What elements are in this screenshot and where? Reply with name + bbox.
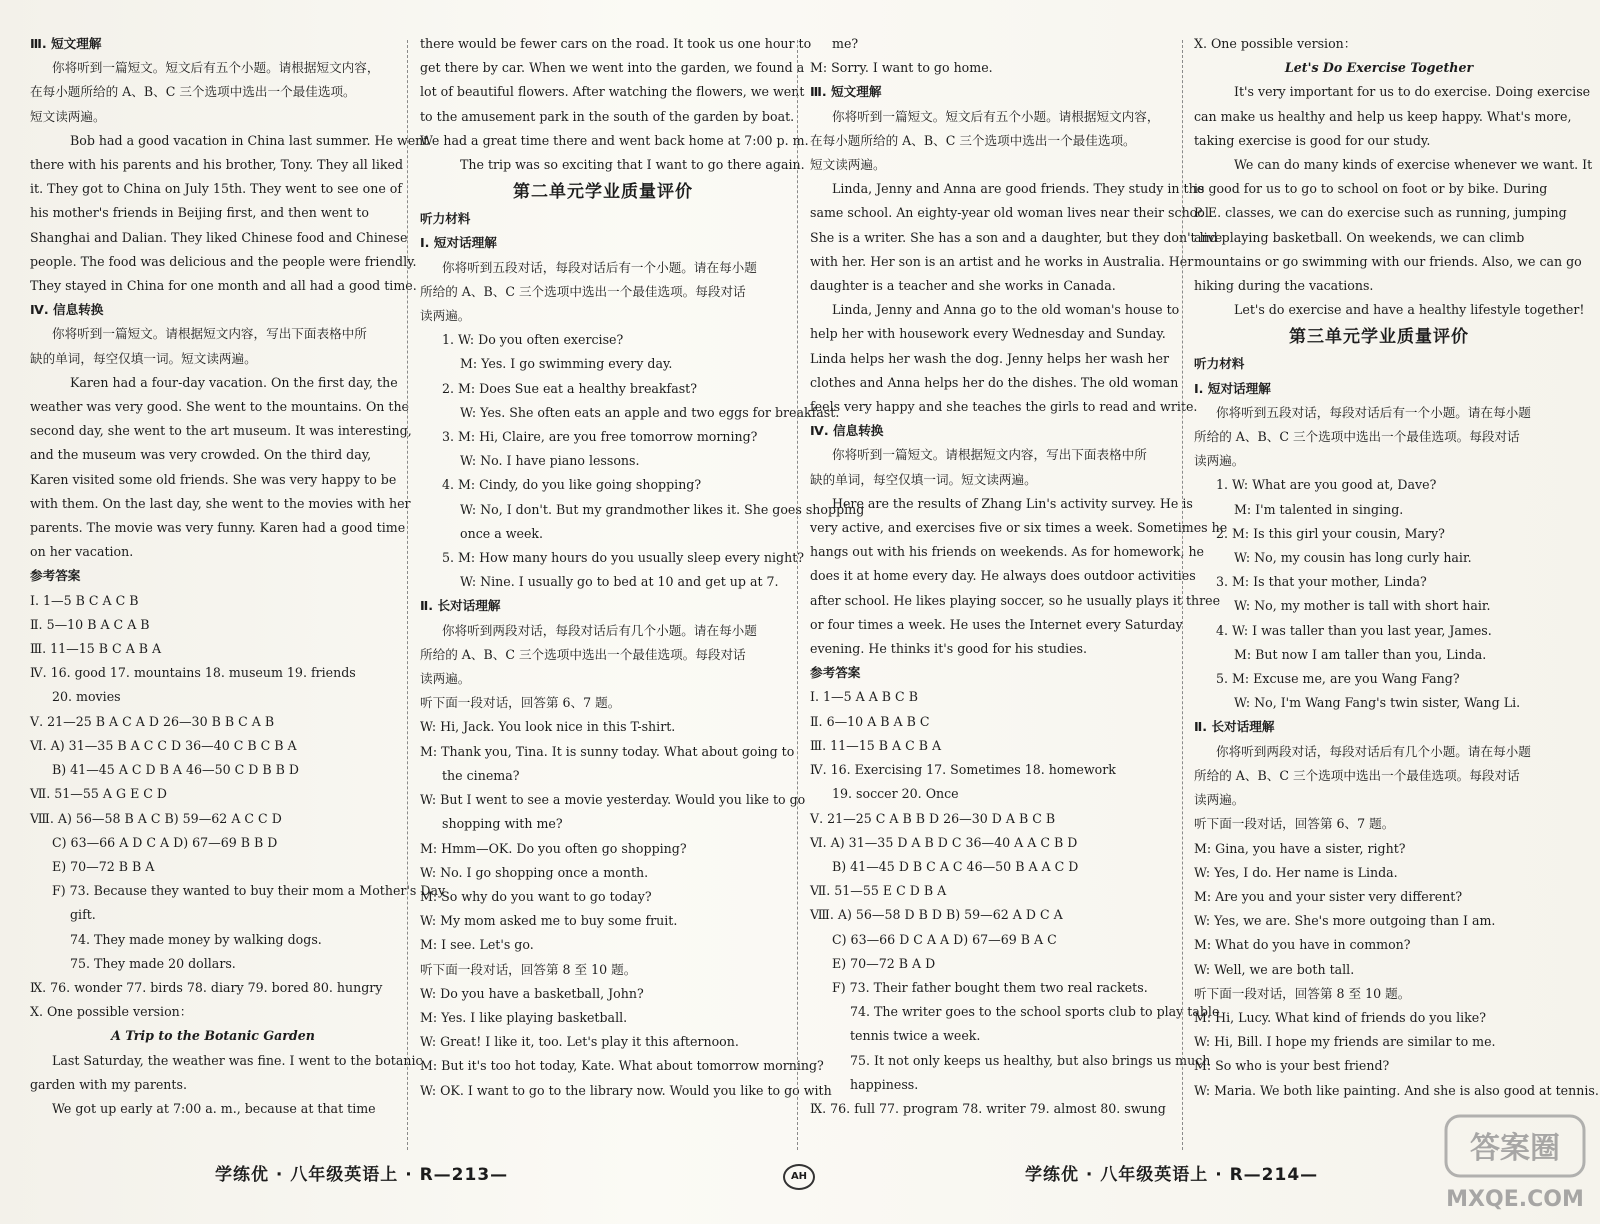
text-line: M: Hmm—OK. Do you often go shopping? <box>420 840 687 856</box>
text-line: tennis twice a week. <box>850 1028 981 1044</box>
section-heading: Ⅲ. 短文理解 <box>810 84 882 100</box>
text-line: Ⅶ. 51—55 E C D B A <box>810 883 947 899</box>
text-line: 听下面一段对话，回答第 8 至 10 题。 <box>420 961 637 977</box>
text-line: the cinema? <box>442 767 520 783</box>
section-heading: 听力材料 <box>420 211 471 227</box>
text-line: M: Sorry. I want to go home. <box>810 60 993 76</box>
text-line: M: But now I am taller than you, Linda. <box>1234 646 1487 662</box>
text-line: 缺的单词，每空仅填一词。短文读两遍。 <box>810 471 1037 487</box>
section-heading: Ⅱ. 长对话理解 <box>1194 719 1275 735</box>
text-line: W: Hi, Jack. You look nice in this T-shirt. <box>420 719 676 735</box>
text-line: Linda helps her wash the dog. Jenny helps her wash her <box>810 350 1169 366</box>
text-line: 所给的 A、B、C 三个选项中选出一个最佳选项。每段对话 <box>420 646 746 662</box>
watermark-url: MXQE.COM <box>1446 1187 1584 1212</box>
text-line: Ⅷ. A) 56—58 D B D B) 59—62 A D C A <box>810 907 1063 923</box>
text-line: W: Yes. She often eats an apple and two eggs for breakfast. <box>460 404 840 420</box>
watermark-title: 答案圈 <box>1470 1131 1560 1166</box>
text-line: with her. Her son is an artist and he works in Australia. Her <box>810 253 1194 269</box>
text-line: 所给的 A、B、C 三个选项中选出一个最佳选项。每段对话 <box>1194 767 1520 783</box>
text-line: 短文读两遍。 <box>30 108 106 124</box>
column-divider <box>1182 40 1184 1150</box>
text-line: it. They got to China on July 15th. They went to see one of <box>30 181 403 197</box>
text-line: Ⅳ. 16. good 17. mountains 18. museum 19. friends <box>30 665 356 681</box>
text-line: 在每小题所给的 A、B、C 三个选项中选出一个最佳选项。 <box>810 132 1136 148</box>
text-line: shopping with me? <box>442 816 563 832</box>
text-line: W: Hi, Bill. I hope my friends are similar to me. <box>1194 1034 1496 1050</box>
text-line: happiness. <box>850 1076 919 1092</box>
text-line: 4. M: Cindy, do you like going shopping? <box>442 477 702 493</box>
text-line: 在每小题所给的 A、B、C 三个选项中选出一个最佳选项。 <box>30 84 356 100</box>
text-line: Last Saturday, the weather was fine. I went to the botanic <box>52 1052 423 1068</box>
text-line: W: Well, we are both tall. <box>1194 961 1355 977</box>
unit-title: 第二单元学业质量评价 <box>513 182 693 203</box>
text-line: W: No, my cousin has long curly hair. <box>1234 550 1472 566</box>
text-line: They stayed in China for one month and all had a good time. <box>30 278 417 294</box>
text-line: Here are the results of Zhang Lin's activity survey. He is <box>832 495 1193 511</box>
text-line: W: Yes, I do. Her name is Linda. <box>1194 864 1398 880</box>
text-line: M: So who is your best friend? <box>1194 1058 1390 1074</box>
section-heading: Ⅱ. 长对话理解 <box>420 598 501 614</box>
text-line: 你将听到一篇短文。请根据短文内容，写出下面表格中所 <box>832 447 1147 463</box>
text-line: people. The food was delicious and the people were friendly. <box>30 253 417 269</box>
text-line: M: Yes. I like playing basketball. <box>420 1009 628 1025</box>
text-line: C) 63—66 D C A A D) 67—69 B A C <box>832 931 1057 947</box>
column-4 <box>1194 32 1599 1157</box>
text-line: F) 73. Their father bought them two real rackets. <box>832 979 1148 995</box>
text-line: M: Gina, you have a sister, right? <box>1194 840 1406 856</box>
text-line: Let's do exercise and have a healthy lifestyle together! <box>1234 302 1585 318</box>
text-line: Ⅱ. 5—10 B A C A B <box>30 616 150 632</box>
text-line: mountains or go swimming with our friends. Also, we can go <box>1194 253 1582 269</box>
text-line: M: Are you and your sister very different? <box>1194 888 1463 904</box>
text-line: F) 73. Because they wanted to buy their mom a Mother's Day <box>52 883 446 899</box>
text-line: Ⅴ. 21—25 C A B B D 26—30 D A B C B <box>810 810 1056 826</box>
section-heading: Ⅰ. 短对话理解 <box>1194 380 1271 396</box>
text-line: lot of beautiful flowers. After watching the flowers, we went <box>420 84 805 100</box>
text-line: It's very important for us to do exercise. Doing exercise <box>1234 84 1591 100</box>
text-line: Ⅴ. 21—25 B A C A D 26—30 B B C A B <box>30 713 275 729</box>
text-line: 75. They made 20 dollars. <box>70 955 236 971</box>
text-line: M: So why do you want to go today? <box>420 888 652 904</box>
text-line: there with his parents and his brother, Tony. They all liked <box>30 157 404 173</box>
text-line: W: But I went to see a movie yesterday. Would you like to go <box>420 792 806 808</box>
text-line: Ⅹ. One possible version： <box>30 1004 193 1020</box>
text-line: W: No, my mother is tall with short hair. <box>1234 598 1491 614</box>
text-line: there would be fewer cars on the road. It took us one hour to <box>420 36 812 51</box>
text-line: does it at home every day. He always does outdoor activities <box>810 568 1196 584</box>
text-line: W: Yes, we are. She's more outgoing than I am. <box>1194 913 1496 929</box>
text-line: She is a writer. She has a son and a daughter, but they don't live <box>810 229 1223 245</box>
text-line: M: What do you have in common? <box>1194 937 1411 953</box>
text-line: with them. On the last day, she went to the movies with her <box>30 495 411 511</box>
text-line: 听下面一段对话，回答第 6、7 题。 <box>1194 816 1395 832</box>
section-heading: Ⅳ. 信息转换 <box>810 423 884 439</box>
text-line: Karen visited some old friends. She was very happy to be <box>30 471 397 487</box>
text-line: and the museum was very crowded. On the third day, <box>30 447 372 463</box>
text-line: W: No. I have piano lessons. <box>460 453 640 469</box>
text-line: M: But it's too hot today, Kate. What about tomorrow morning? <box>420 1058 824 1074</box>
text-line: 读两遍。 <box>1194 792 1245 808</box>
section-heading: Ⅳ. 信息转换 <box>30 302 104 318</box>
text-line: W: No, I'm Wang Fang's twin sister, Wang Li. <box>1234 695 1521 711</box>
publisher-logo: AH <box>783 1164 815 1190</box>
text-line: to the amusement park in the south of the garden by boat. <box>420 108 795 124</box>
text-line: 1. W: Do you often exercise? <box>442 332 624 348</box>
text-line: 2. M: Does Sue eat a healthy breakfast? <box>442 380 697 396</box>
essay-title: Let's Do Exercise Together <box>1284 60 1474 76</box>
text-line: Ⅶ. 51—55 A G E C D <box>30 786 168 802</box>
text-line: 读两遍。 <box>420 671 471 687</box>
text-line: once a week. <box>460 525 544 541</box>
page-footer-left: 学练优 · 八年级英语上 · R—213— <box>215 1165 509 1185</box>
text-line: get there by car. When we went into the garden, we found a <box>420 60 805 76</box>
text-line: 你将听到两段对话，每段对话后有几个小题。请在每小题 <box>442 622 757 638</box>
text-line: or four times a week. He uses the Internet every Saturday <box>810 616 1183 632</box>
text-line: on her vacation. <box>30 544 134 560</box>
text-line: Karen had a four-day vacation. On the first day, the <box>70 374 398 390</box>
text-line: Ⅲ. 11—15 B A C B A <box>810 737 942 753</box>
text-line: 19. soccer 20. Once <box>832 786 959 802</box>
text-line: W: My mom asked me to buy some fruit. <box>420 913 678 929</box>
text-line: M: Hi, Lucy. What kind of friends do you like? <box>1194 1009 1486 1025</box>
section-heading: 参考答案 <box>30 568 81 584</box>
text-line: Ⅰ. 1—5 B C A C B <box>30 592 139 608</box>
text-line: W: Great! I like it, too. Let's play it this afternoon. <box>420 1034 739 1050</box>
text-line: daughter is a teacher and she works in Canada. <box>810 278 1116 294</box>
section-heading: 参考答案 <box>810 665 861 681</box>
text-line: parents. The movie was very funny. Karen had a good time <box>30 520 406 536</box>
text-line: W: Nine. I usually go to bed at 10 and get up at 7. <box>460 574 779 590</box>
text-line: 所给的 A、B、C 三个选项中选出一个最佳选项。每段对话 <box>420 283 746 299</box>
text-line: Ⅵ. A) 31—35 B A C C D 36—40 C B C B A <box>30 737 297 753</box>
text-line: W: No. I go shopping once a month. <box>420 864 649 880</box>
text-line: feels very happy and she teaches the girls to read and write. <box>810 399 1198 415</box>
text-line: B) 41—45 A C D B A 46—50 C D B B D <box>52 762 300 778</box>
text-line: garden with my parents. <box>30 1076 187 1092</box>
text-line: gift. <box>70 907 96 923</box>
text-line: can make us healthy and help us keep happy. What's more, <box>1194 108 1572 124</box>
section-heading: Ⅰ. 短对话理解 <box>420 235 497 251</box>
essay-title: A Trip to the Botanic Garden <box>111 1028 315 1044</box>
text-line: Ⅹ. One possible version： <box>1194 36 1357 51</box>
text-line: We can do many kinds of exercise whenever we want. It <box>1234 157 1593 173</box>
text-line: M: I'm talented in singing. <box>1234 501 1404 517</box>
text-line: evening. He thinks it's good for his studies. <box>810 641 1088 657</box>
text-line: 5. M: How many hours do you usually sleep every night? <box>442 550 805 566</box>
text-line: 74. The writer goes to the school sports club to play table <box>850 1004 1220 1020</box>
text-line: 5. M: Excuse me, are you Wang Fang? <box>1216 671 1460 687</box>
text-line: W: OK. I want to go to the library now. Would you like to go with <box>420 1082 832 1098</box>
text-line: E) 70—72 B B A <box>52 858 155 874</box>
text-line: his mother's friends in Beijing first, and then went to <box>30 205 369 221</box>
text-line: 短文读两遍。 <box>810 157 886 173</box>
text-line: 缺的单词，每空仅填一词。短文读两遍。 <box>30 350 257 366</box>
text-line: 你将听到五段对话，每段对话后有一个小题。请在每小题 <box>1216 404 1531 420</box>
text-line: Ⅳ. 16. Exercising 17. Sometimes 18. homework <box>810 762 1116 778</box>
text-line: and playing basketball. On weekends, we can climb <box>1194 229 1525 245</box>
text-line: 读两遍。 <box>1194 453 1245 469</box>
text-line: 3. M: Is that your mother, Linda? <box>1216 574 1427 590</box>
text-line: M: I see. Let's go. <box>420 937 534 953</box>
text-line: C) 63—66 A D C A D) 67—69 B B D <box>52 834 278 850</box>
text-line: M: Yes. I go swimming every day. <box>460 356 673 372</box>
page-footer-right: 学练优 · 八年级英语上 · R—214— <box>1025 1165 1319 1185</box>
text-line: We had a great time there and went back home at 7:00 p. m. <box>420 132 809 148</box>
text-line: Ⅵ. A) 31—35 D A B D C 36—40 A A C B D <box>810 834 1078 850</box>
text-line: 74. They made money by walking dogs. <box>70 931 322 947</box>
column-divider <box>797 40 799 1150</box>
text-line: 听下面一段对话，回答第 6、7 题。 <box>420 695 621 711</box>
text-line: Ⅲ. 11—15 B C A B A <box>30 641 162 657</box>
column-divider <box>407 40 409 1150</box>
text-line: Ⅷ. A) 56—58 B A C B) 59—62 A C C D <box>30 810 282 826</box>
section-heading: Ⅲ. 短文理解 <box>30 36 102 51</box>
text-line: Bob had a good vacation in China last summer. He went <box>70 132 429 148</box>
text-line: clothes and Anna helps her do the dishes. The old woman <box>810 374 1179 390</box>
text-line: second day, she went to the art museum. It was interesting, <box>30 423 412 439</box>
text-line: 所给的 A、B、C 三个选项中选出一个最佳选项。每段对话 <box>1194 429 1520 445</box>
text-line: 你将听到一篇短文。短文后有五个小题。请根据短文内容， <box>52 60 380 76</box>
text-line: B) 41—45 D B C A C 46—50 B A A C D <box>832 858 1079 874</box>
text-line: 你将听到五段对话，每段对话后有一个小题。请在每小题 <box>442 259 757 275</box>
text-line: E) 70—72 B A D <box>832 955 936 971</box>
text-line: weather was very good. She went to the mountains. On the <box>30 399 410 415</box>
text-line: 75. It not only keeps us healthy, but also brings us much <box>850 1052 1211 1068</box>
text-line: The trip was so exciting that I want to go there again. <box>460 157 805 173</box>
text-line: 20. movies <box>52 689 121 705</box>
text-line: 你将听到一篇短文。请根据短文内容，写出下面表格中所 <box>52 326 367 342</box>
text-line: W: Maria. We both like painting. And she is also good at tennis. <box>1194 1082 1599 1098</box>
text-line: W: Do you have a basketball, John? <box>420 985 644 1001</box>
text-line: 听下面一段对话，回答第 8 至 10 题。 <box>1194 985 1411 1001</box>
text-line: me? <box>832 36 859 51</box>
text-line: same school. An eighty-year old woman lives near their school. <box>810 205 1213 221</box>
text-line: after school. He likes playing soccer, so he usually plays it three <box>810 592 1221 608</box>
text-line: very active, and exercises five or six times a week. Sometimes he <box>810 520 1228 536</box>
text-line: 你将听到一篇短文。短文后有五个小题。请根据短文内容， <box>832 108 1160 124</box>
text-line: help her with housework every Wednesday and Sunday. <box>810 326 1166 342</box>
text-line: 你将听到两段对话，每段对话后有几个小题。请在每小题 <box>1216 743 1531 759</box>
text-line: is good for us to go to school on foot or by bike. During <box>1194 181 1548 197</box>
text-line: hangs out with his friends on weekends. As for homework, he <box>810 544 1205 560</box>
section-heading: 听力材料 <box>1194 356 1245 372</box>
text-line: 3. M: Hi, Claire, are you free tomorrow morning? <box>442 429 758 445</box>
text-line: Ⅸ. 76. wonder 77. birds 78. diary 79. bored 80. hungry <box>30 979 383 995</box>
text-line: M: Thank you, Tina. It is sunny today. What about going to <box>420 743 795 759</box>
text-line: Shanghai and Dalian. They liked Chinese food and Chinese <box>30 229 408 245</box>
text-line: W: No, I don't. But my grandmother likes it. She goes shopping <box>460 501 865 517</box>
watermark-logo <box>1440 1110 1590 1218</box>
text-line: 读两遍。 <box>420 308 471 324</box>
text-line: 4. W: I was taller than you last year, James. <box>1216 622 1492 638</box>
text-line: Linda, Jenny and Anna are good friends. They study in the <box>832 181 1205 197</box>
text-line: Ⅸ. 76. full 77. program 78. writer 79. almost 80. swung <box>810 1100 1166 1116</box>
text-line: Linda, Jenny and Anna go to the old woman's house to <box>832 302 1180 318</box>
text-line: 1. W: What are you good at, Dave? <box>1216 477 1437 493</box>
unit-title: 第三单元学业质量评价 <box>1289 327 1469 348</box>
text-line: We got up early at 7:00 a. m., because at that time <box>52 1100 376 1116</box>
text-line: Ⅱ. 6—10 A B A B C <box>810 713 930 729</box>
text-line: taking exercise is good for our study. <box>1194 132 1431 148</box>
text-line: P. E. classes, we can do exercise such as running, jumping <box>1194 205 1567 221</box>
text-line: hiking during the vacations. <box>1194 278 1374 294</box>
text-line: Ⅰ. 1—5 A A B C B <box>810 689 918 705</box>
text-line: 2. M: Is this girl your cousin, Mary? <box>1216 525 1445 541</box>
